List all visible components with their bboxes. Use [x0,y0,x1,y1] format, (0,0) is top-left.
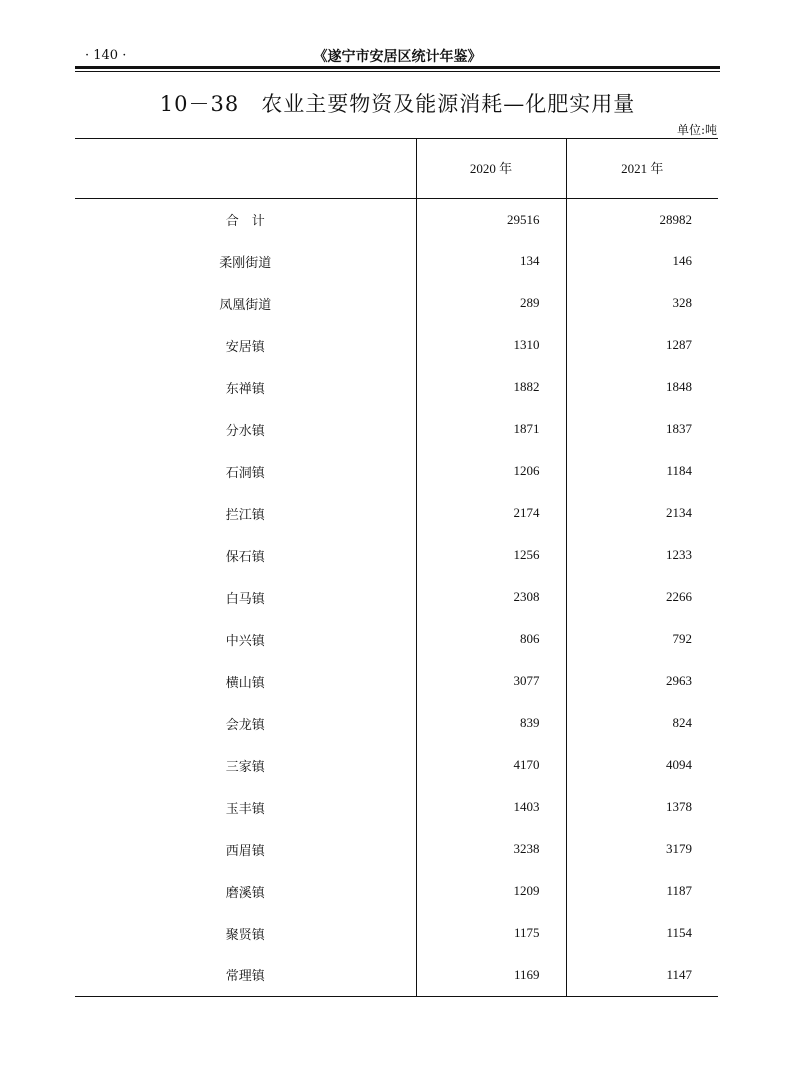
value-2020: 289 [416,282,566,324]
value-2021: 28982 [566,198,718,240]
value-2021: 2266 [566,576,718,618]
value-2020: 1882 [416,366,566,408]
value-2021: 328 [566,282,718,324]
value-2021: 2963 [566,660,718,702]
region-name: 凤凰街道 [219,297,272,313]
value-2020: 1175 [416,912,566,954]
column-header-2021: 2021 年 [566,138,718,198]
table-row [75,828,718,870]
table-row [75,576,718,618]
value-2020: 1403 [416,786,566,828]
value-2020: 1209 [416,870,566,912]
header-rule-thick [75,66,720,69]
table-row [75,324,718,366]
table-row [75,786,718,828]
value-2020: 1206 [416,450,566,492]
table-row [75,534,718,576]
value-2021: 824 [566,702,718,744]
table-row [75,492,718,534]
table-header-row [75,138,718,198]
table-row [75,702,718,744]
region-name: 三家镇 [225,759,265,775]
region-name: 聚贤镇 [225,927,265,943]
value-2020: 1169 [416,954,566,996]
value-2021: 146 [566,240,718,282]
region-name: 磨溪镇 [225,885,265,901]
value-2020: 2174 [416,492,566,534]
value-2020: 3077 [416,660,566,702]
value-2020: 1871 [416,408,566,450]
unit-label: 单位:吨 [676,123,717,137]
table-row [75,408,718,450]
value-2021: 1147 [566,954,718,996]
region-name: 中兴镇 [225,633,265,649]
value-2021: 1837 [566,408,718,450]
table-row [75,744,718,786]
value-2021: 1848 [566,366,718,408]
table-row [75,240,718,282]
table-body [75,198,718,996]
value-2020: 2308 [416,576,566,618]
value-2021: 792 [566,618,718,660]
value-2020: 29516 [416,198,566,240]
value-2021: 1154 [566,912,718,954]
value-2020: 839 [416,702,566,744]
running-header [75,44,720,68]
table-row [75,912,718,954]
table-row-total [75,198,718,240]
value-2021: 1187 [566,870,718,912]
region-name: 常理镇 [75,954,416,996]
value-2020: 1256 [416,534,566,576]
table-row [75,618,718,660]
value-2021: 1287 [566,324,718,366]
table-title: 10－38 农业主要物资及能源消耗—化肥实用量 [159,92,636,116]
region-name: 保石镇 [225,549,265,565]
page-number: · 140 · [85,48,127,63]
table-row [75,954,718,996]
table-row [75,282,718,324]
table-row [75,870,718,912]
value-2020: 1310 [416,324,566,366]
column-header-2020: 2020 年 [416,138,566,198]
region-name: 白马镇 [225,591,265,607]
region-name: 玉丰镇 [225,801,265,817]
value-2021: 3179 [566,828,718,870]
value-2021: 4094 [566,744,718,786]
region-name: 安居镇 [225,339,265,355]
region-name: 合 计 [225,214,265,230]
region-name: 西眉镇 [225,843,265,859]
value-2020: 806 [416,618,566,660]
region-name: 横山镇 [225,675,265,691]
header-rule-thin [75,71,720,72]
table-row [75,366,718,408]
column-header-region [75,138,416,198]
table-row [75,660,718,702]
book-title: 《遂宁市安居区统计年鉴》 [313,49,482,65]
value-2021: 1184 [566,450,718,492]
value-2021: 1378 [566,786,718,828]
value-2020: 3238 [416,828,566,870]
fertilizer-table [75,138,718,997]
value-2021: 1233 [566,534,718,576]
value-2020: 134 [416,240,566,282]
region-name: 分水镇 [225,423,265,439]
region-name: 东禅镇 [225,381,265,397]
table-row [75,450,718,492]
region-name: 柔刚街道 [219,255,272,271]
region-name: 石洞镇 [225,465,265,481]
region-name: 会龙镇 [225,717,265,733]
region-name: 拦江镇 [225,507,265,523]
value-2020: 4170 [416,744,566,786]
value-2021: 2134 [566,492,718,534]
